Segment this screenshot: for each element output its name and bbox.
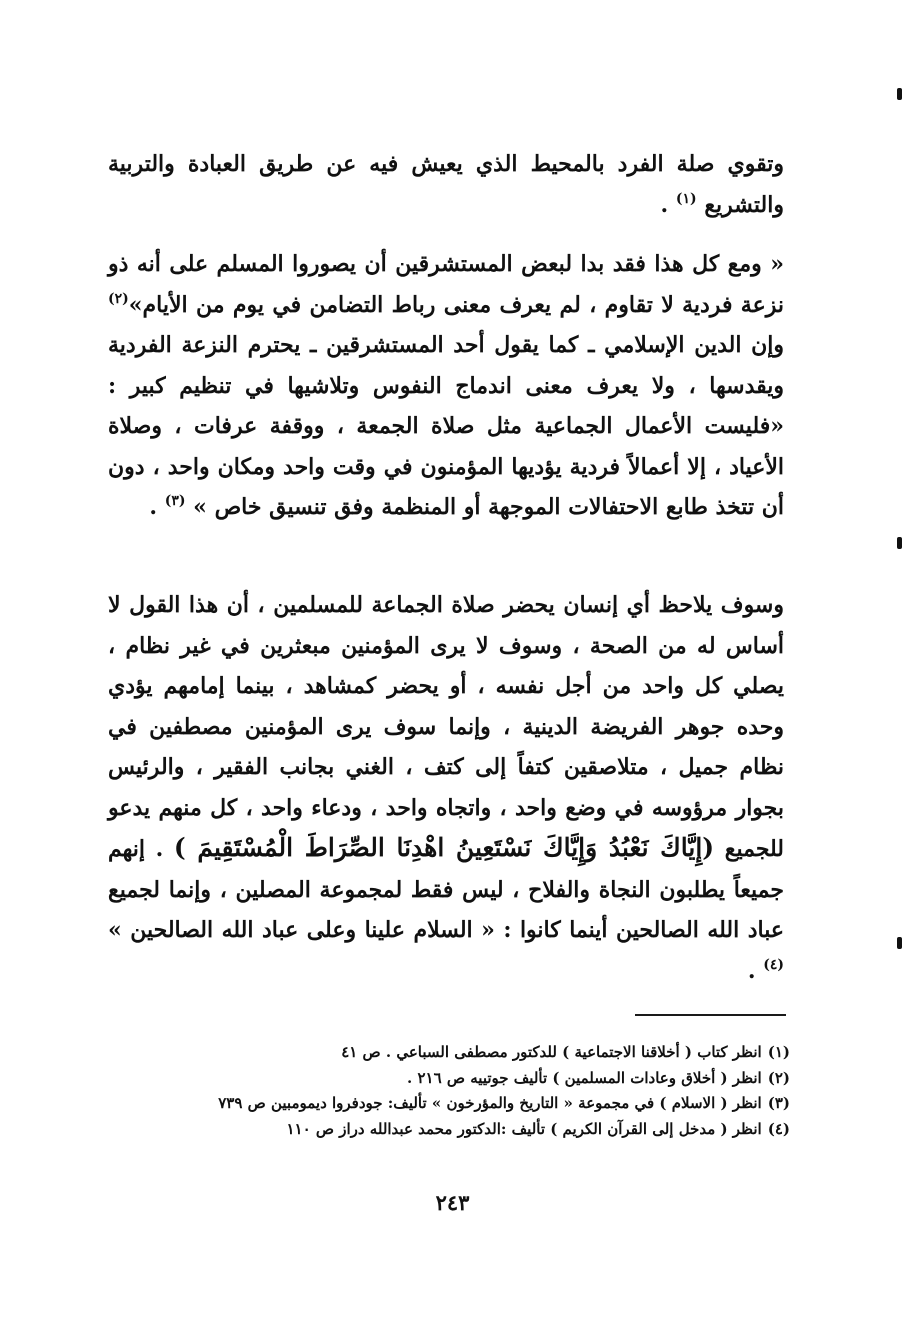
paragraph-end: .	[660, 191, 676, 218]
footnote-text: انظر ( مدخل إلى القرآن الكريم ) تأليف :الدكتور محمد عبدالله دراز ص ١١٠	[286, 1119, 762, 1138]
footnotes-list	[200, 1040, 790, 1142]
paragraph-2	[108, 244, 784, 528]
margin-mark	[897, 88, 902, 100]
paragraph-text: وتقوي صلة الفرد بالمحيط الذي يعيش فيه عن طريق العبادة والتربية والتشريع	[108, 151, 784, 218]
footnote-number: (٤)	[767, 1119, 790, 1138]
footnote-item	[200, 1066, 790, 1092]
footnote-item	[200, 1117, 790, 1143]
footnote-text: انظر ( أخلاق وعادات المسلمين ) تأليف جوتييه ص ٢١٦ .	[407, 1068, 762, 1087]
footnote-number: (٢)	[767, 1068, 790, 1087]
footnote-ref-4: (٤)	[763, 956, 784, 973]
footnote-divider	[635, 1014, 786, 1016]
quran-verse: (إِيَّاكَ نَعْبُدُ وَإِيَّاكَ نَسْتَعِينُ اهْدِنَا الصِّرَاطَ الْمُسْتَقِيمَ )	[173, 833, 715, 862]
footnote-item	[200, 1091, 790, 1117]
paragraph-3	[108, 585, 784, 991]
footnote-ref-3: (٣)	[164, 493, 186, 509]
footnote-text: انظر كتاب ( أخلاقنا الاجتماعية ) للدكتور مصطفى السباعي . ص ٤١	[341, 1043, 762, 1061]
paragraph-text: وسوف يلاحظ أي إنسان يحضر صلاة الجماعة للمسلمين ، أن هذا القول لا أساس له من الصحة ، وسوف لا يرى المؤمنين مبعثرين في غير نظام ، يصلي كل واحد من أجل نفسه ، أو يحضر كمشاهد ، بينما إمامهم يؤدي وحده جوهر الفريضة الدينية ، وإنما سوف يرى المؤمنين مصطفين في نظام جميل ، متلاصقين كتفاً إلى كتف ، الغني بجانب الفقير ، والرئيس بجوار مرؤوسه في وضع واحد ، واتجاه واحد ، ودعاء واحد ، كل منهم يدعو للجميع	[108, 592, 785, 862]
footnote-number: (٣)	[767, 1094, 790, 1112]
footnote-item	[200, 1040, 790, 1066]
paragraph-1	[108, 144, 784, 225]
footnote-ref-1: (١)	[675, 190, 697, 207]
footnote-ref-2: (٢)	[108, 290, 129, 307]
page-number: ٢٤٣	[435, 1190, 470, 1215]
paragraph-text: « ومع كل هذا فقد بدا لبعض المستشرقين أن يصوروا المسلم على أنه ذو نزعة فردية لا تقاوم ، لم يعرف معنى رباط التضامن في يوم من الأيام»	[108, 251, 784, 318]
footnote-text: انظر ( الاسلام ) في مجموعة « التاريخ والمؤرخون » تأليف: جودفروا ديمومبين ص ٧٣٩	[218, 1094, 762, 1112]
margin-mark	[897, 537, 902, 549]
margin-mark	[897, 937, 902, 949]
paragraph-end: .	[149, 494, 165, 520]
paragraph-text: وإن الدين الإسلامي ـ كما يقول أحد المستشرقين ـ يحترم النزعة الفردية ويقدسها ، ولا يعرف معنى اندماج النفوس وتلاشيها في تنظيم كبير : «فليست الأعمال الجماعية مثل صلاة الجمعة ، ووقفة عرفات ، وصلاة الأعياد ، إلا أعمالاً فردية يؤديها المؤمنون في وقت واحد ومكان واحد ، دون أن تتخذ طابع الاحتفالات الموجهة أو المنظمة وفق تنسيق خاص »	[108, 332, 784, 520]
paragraph-text: . إنهم جميعاً يطلبون النجاة والفلاح ، ليس فقط لمجموعة المصلين ، وإنما لجميع عباد الله الصالحين أينما كانوا : « السلام علينا وعلى عباد الله الصالحين »	[108, 836, 784, 943]
footnote-number: (١)	[767, 1043, 790, 1061]
paragraph-end: .	[747, 957, 764, 984]
